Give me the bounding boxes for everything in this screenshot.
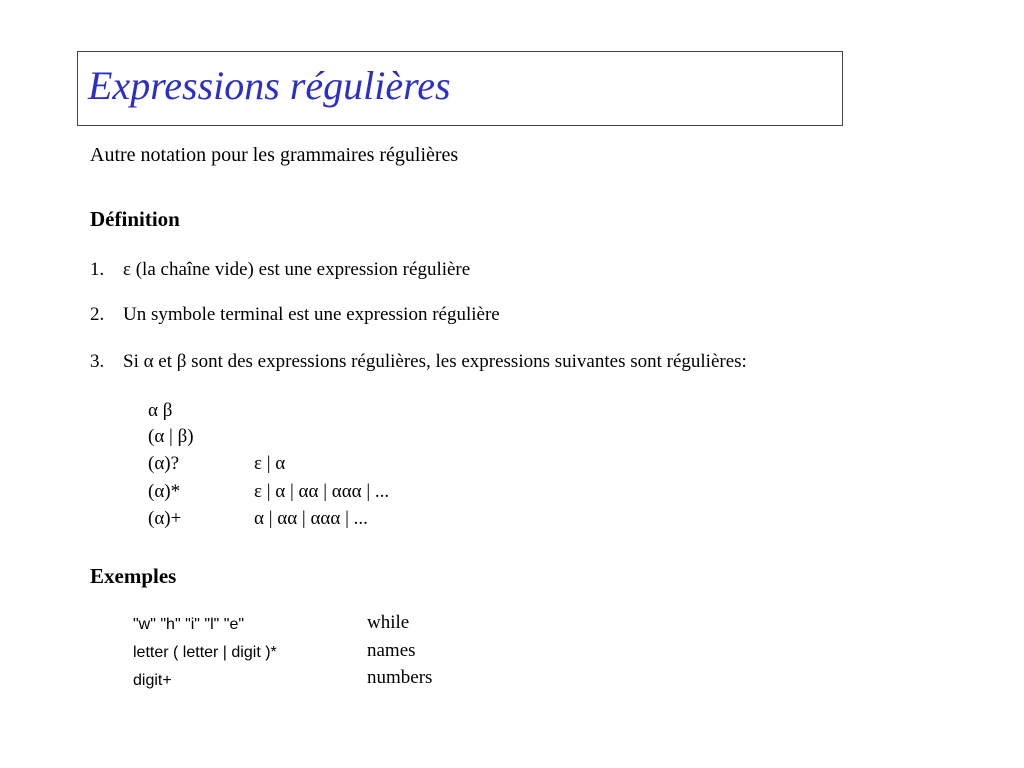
examples-heading: Exemples <box>90 564 177 588</box>
formula-expr: (α)+ <box>148 508 182 529</box>
definition-heading: Définition <box>90 207 180 231</box>
definition-item-3: Si α et β sont des expressions régulières, les expressions suivantes sont régulières: <box>123 351 747 372</box>
formula-expansion: ε | α <box>254 453 286 474</box>
definition-item-2: Un symbole terminal est une expression régulière <box>123 304 500 325</box>
example-meaning: names <box>367 640 416 661</box>
slide-title: Expressions régulières <box>88 63 451 108</box>
formula-expansion: α | αα | ααα | ... <box>254 508 368 529</box>
example-pattern: letter ( letter | digit )* <box>133 644 277 661</box>
formula-expansion: ε | α | αα | ααα | ... <box>254 481 390 502</box>
formula-expr: (α | β) <box>148 426 194 447</box>
subtitle: Autre notation pour les grammaires régulières <box>90 144 459 166</box>
example-pattern: digit+ <box>133 672 172 689</box>
title-box <box>77 51 843 126</box>
item-number: 3. <box>90 351 105 372</box>
formula-expr: (α)? <box>148 453 180 474</box>
definition-item-1: ε (la chaîne vide) est une expression régulière <box>123 259 471 280</box>
example-pattern: "w" "h" "i" "l" "e" <box>133 616 245 633</box>
item-number: 2. <box>90 304 105 325</box>
formula-expr: α β <box>148 400 173 421</box>
formula-expr: (α)* <box>148 481 181 502</box>
example-meaning: while <box>367 612 410 633</box>
item-number: 1. <box>90 259 105 280</box>
example-meaning: numbers <box>367 667 433 688</box>
